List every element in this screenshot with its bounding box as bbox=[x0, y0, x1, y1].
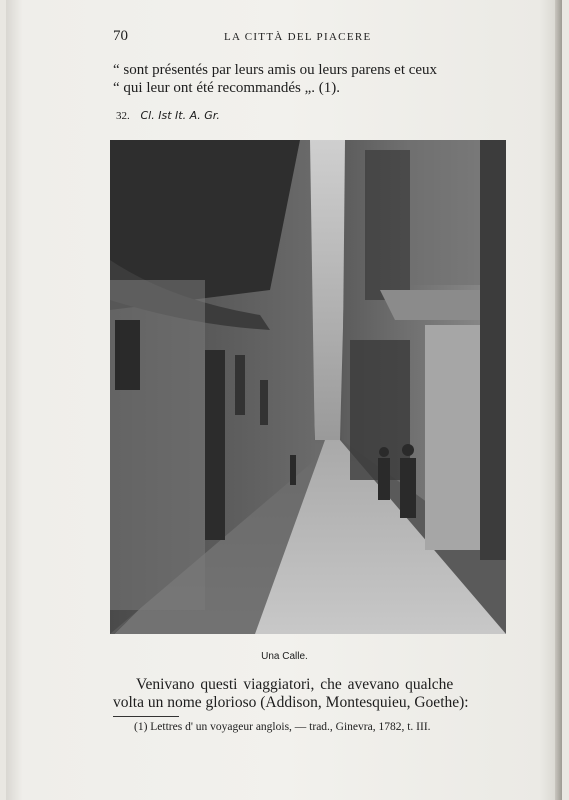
running-title: LA CITTÀ DEL PIACERE bbox=[224, 31, 372, 43]
page-edge bbox=[555, 0, 562, 800]
right-pillar bbox=[425, 325, 480, 550]
venice-calle-illustration bbox=[110, 140, 506, 634]
figure-number: 32. bbox=[116, 110, 130, 122]
footnote: (1) Lettres d' un voyageur anglois, — trad., Ginevra, 1782, t. III. bbox=[134, 721, 431, 733]
body-line-1: Venivano questi viaggiatori, che avevano qualche bbox=[136, 676, 454, 693]
photo-credit: Cl. Ist It. A. Gr. bbox=[140, 109, 220, 122]
left-doorway bbox=[205, 350, 225, 540]
quote-line-2: “ qui leur ont été recommandés „. (1). bbox=[113, 80, 340, 96]
quote-line-1: “ sont présentés par leurs amis ou leurs parens et ceux bbox=[113, 62, 438, 78]
figure-credit-line bbox=[116, 109, 220, 122]
street-photograph bbox=[110, 140, 506, 634]
figure-caption: Una Calle. bbox=[261, 651, 308, 662]
body-line-2: volta un nome glorioso (Addison, Montesquieu, Goethe): bbox=[113, 694, 469, 711]
footnote-rule bbox=[113, 716, 179, 717]
page-number: 70 bbox=[113, 28, 128, 44]
